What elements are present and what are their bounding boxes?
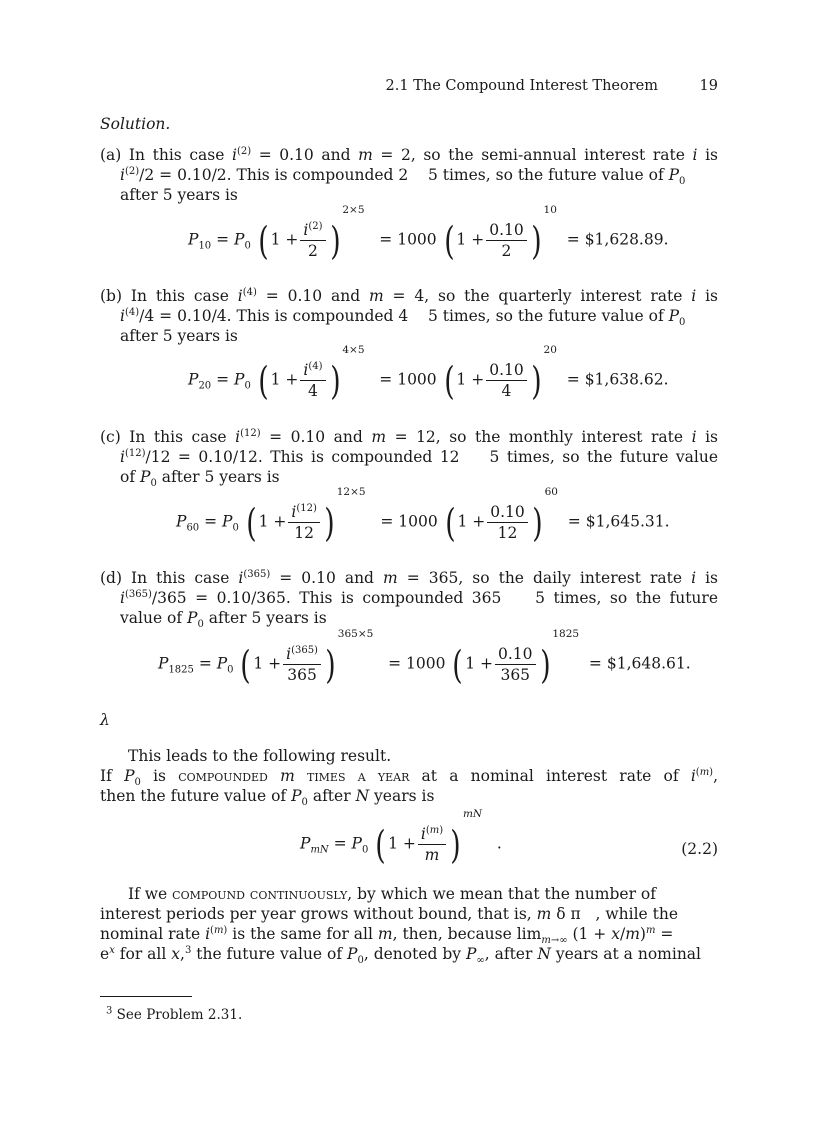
part-b-line-1: (b) In this case $i^{(4)} = 0.10$ and m = 4, so the quarterly interest rate i is — [100, 286, 718, 305]
footnote-rule — [100, 996, 192, 997]
part-b-line-2: $i^{(4)}/4 = 0.10/4$. This is compounded 4 5 times, so the future value of $P_0$ — [120, 306, 686, 329]
part-label: (a) — [100, 146, 122, 164]
result-line-1: If $P_0$ is compounded m times a year at a nominal interest rate of $i^{(m)}$, — [100, 766, 719, 789]
part-d-line-3: value of $P_0$ after 5 years is — [120, 609, 327, 631]
equation-number: (2.2) — [681, 840, 718, 858]
part-a-line-1: (a) In this case $i^{(2)} = 0.10$ and m = 2, so the semi-annual interest rate i is — [100, 145, 718, 164]
footnote — [106, 1005, 724, 1025]
part-label: (c) — [100, 428, 121, 446]
equation-b: $P_{20} = P_0$ ( 1 + $\frac{i^{(4)}}{4}$ )4×5 = 1000 ( 1 + $\frac{0.10}{4}$ )20 = $1,638.62. — [188, 344, 669, 403]
result-intro: This leads to the following result. — [128, 747, 392, 765]
part-a-line-3: after 5 years is — [120, 186, 238, 204]
part-c-line-2: $i^{(12)}/12 = 0.10/12$. This is compounded 12 5 times, so the future value — [120, 447, 718, 466]
part-d-line-1: (d) In this case $i^{(365)} = 0.10$ and m = 365, so the daily interest rate i is — [100, 568, 718, 587]
page-number: 19 — [699, 78, 718, 94]
part-c-line-1: (c) In this case $i^{(12)} = 0.10$ and m = 12, so the monthly interest rate i is — [100, 427, 718, 446]
para2-line-4: $e^x$ for all x,$^3$ the future value of $P_0$, denoted by $P_\infty$, after N years at a nominal — [100, 944, 701, 967]
footnote-text: See Problem 2.31. — [116, 1007, 243, 1023]
solution-label: Solution. — [100, 115, 171, 133]
result-line-2: then the future value of $P_0$ after N years is — [100, 787, 435, 809]
equation-c: $P_{60} = P_0$ ( 1 + $\frac{i^{(12)}}{12}$ )12×5 = 1000 ( 1 + $\frac{0.10}{12}$ )60 = $1,645.31. — [176, 486, 670, 545]
equation-d: $P_{1825} = P_0$ ( 1 + $\frac{i^{(365)}}{365}$ )365×5 = 1000 ( 1 + $\frac{0.10}{365}$ )1825 = $1,648.61. — [158, 628, 691, 687]
equation-a: $P_{10} = P_0$ ( 1 + $\frac{i^{(2)}}{2}$ )2×5 = 1000 ( 1 + $\frac{0.10}{2}$ )10 = $1,628.89. — [188, 204, 669, 263]
part-d-line-2: $i^{(365)}/365 = 0.10/365$. This is compounded 365 5 times, so the future — [120, 588, 718, 607]
part-b-line-3: after 5 years is — [120, 327, 238, 345]
para2-line-2: interest periods per year grows without bound, that is, m δ π , while the — [100, 905, 679, 923]
part-label: (d) — [100, 569, 123, 587]
part-a-line-2: $i^{(2)}/2 = 0.10/2$. This is compounded 2 5 times, so the future value of $P_0$ — [120, 165, 686, 188]
page — [100, 0, 718, 1123]
end-of-solution-mark: λ — [100, 711, 110, 729]
section-title: 2.1 The Compound Interest Theorem — [385, 78, 658, 94]
para2-line-3: nominal rate $i^{(m)}$ is the same for all m, then, because $\lim_{m\to\infty} (1 + x/m)^m$ = — [100, 924, 674, 947]
part-c-line-3: of $P_0$ after 5 years is — [120, 468, 280, 490]
equation-2-2: $P_{mN} = P_0$ ( 1 + $\frac{i^{(m)}}{m}$ )mN . — [300, 808, 502, 867]
para2-line-1: If we compound continuously, by which we mean that the number of — [128, 885, 656, 903]
footnote-mark: 3 — [106, 1005, 113, 1017]
part-label: (b) — [100, 287, 123, 305]
